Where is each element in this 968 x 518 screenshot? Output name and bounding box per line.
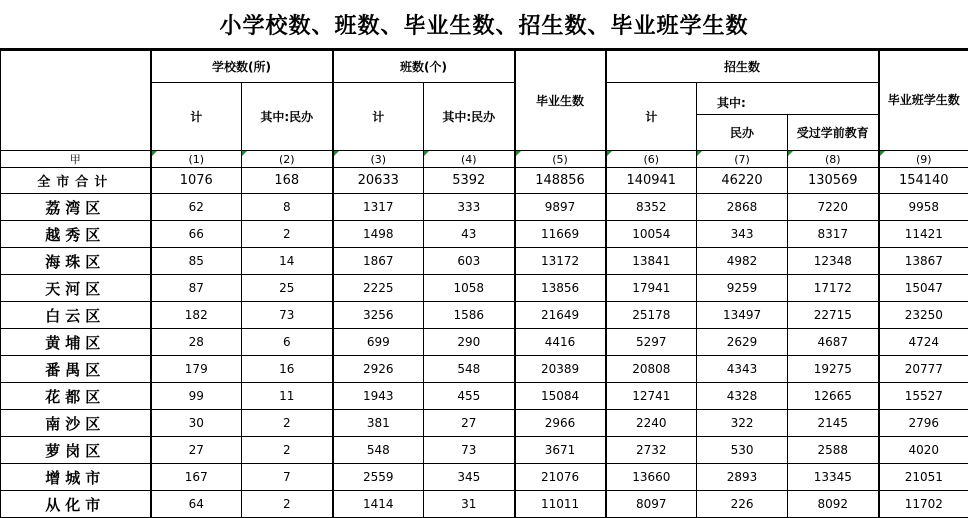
table-row	[1, 383, 968, 410]
value-cell: 21649	[515, 302, 606, 329]
header-enroll-private: 民办	[697, 115, 788, 151]
value-cell: 167	[151, 464, 242, 491]
value-cell: 20389	[515, 356, 606, 383]
value-cell: 19275	[788, 356, 879, 383]
value-cell: 28	[151, 329, 242, 356]
value-cell: 226	[697, 491, 788, 518]
index-cell	[1, 151, 151, 168]
value-cell: 11669	[515, 221, 606, 248]
cell-marker-icon	[242, 151, 247, 156]
table-row	[1, 410, 968, 437]
of-which-label: 其中:	[717, 96, 746, 110]
value-cell: 85	[151, 248, 242, 275]
index-label: (6)	[643, 152, 660, 166]
index-cell	[879, 151, 968, 168]
value-cell: 11702	[879, 491, 968, 518]
value-cell: 8317	[788, 221, 879, 248]
district-name: 萝岗区	[1, 437, 151, 464]
table-row	[1, 437, 968, 464]
value-cell: 12348	[788, 248, 879, 275]
value-cell: 5392	[424, 168, 515, 194]
statistics-table	[0, 50, 968, 518]
value-cell: 2	[242, 221, 333, 248]
value-cell: 9897	[515, 194, 606, 221]
value-cell: 130569	[788, 168, 879, 194]
value-cell: 7220	[788, 194, 879, 221]
index-cell	[151, 151, 242, 168]
table-row	[1, 302, 968, 329]
value-cell: 13867	[879, 248, 968, 275]
value-cell: 15047	[879, 275, 968, 302]
cell-marker-icon	[880, 151, 885, 156]
value-cell: 15084	[515, 383, 606, 410]
value-cell: 179	[151, 356, 242, 383]
value-cell: 2145	[788, 410, 879, 437]
value-cell: 699	[333, 329, 424, 356]
value-cell: 548	[333, 437, 424, 464]
index-cell	[606, 151, 697, 168]
value-cell: 4724	[879, 329, 968, 356]
value-cell: 1943	[333, 383, 424, 410]
table-row	[1, 248, 968, 275]
table-row	[1, 275, 968, 302]
value-cell: 2926	[333, 356, 424, 383]
index-label: (8)	[824, 152, 841, 166]
value-cell: 603	[424, 248, 515, 275]
header-classes-private: 其中:民办	[424, 83, 515, 151]
header-schools-private: 其中:民办	[242, 83, 333, 151]
value-cell: 8352	[606, 194, 697, 221]
value-cell: 9958	[879, 194, 968, 221]
value-cell: 8	[242, 194, 333, 221]
value-cell: 1414	[333, 491, 424, 518]
value-cell: 2732	[606, 437, 697, 464]
value-cell: 31	[424, 491, 515, 518]
value-cell: 4416	[515, 329, 606, 356]
district-name: 天河区	[1, 275, 151, 302]
value-cell: 4687	[788, 329, 879, 356]
index-cell	[242, 151, 333, 168]
value-cell: 4982	[697, 248, 788, 275]
value-cell: 154140	[879, 168, 968, 194]
cell-marker-icon	[424, 151, 429, 156]
value-cell: 4020	[879, 437, 968, 464]
district-name: 海珠区	[1, 248, 151, 275]
value-cell: 2559	[333, 464, 424, 491]
value-cell: 381	[333, 410, 424, 437]
index-label: (9)	[915, 152, 932, 166]
value-cell: 13172	[515, 248, 606, 275]
corner-cell	[1, 51, 151, 151]
value-cell: 1058	[424, 275, 515, 302]
value-cell: 2893	[697, 464, 788, 491]
value-cell: 66	[151, 221, 242, 248]
cell-marker-icon	[788, 151, 793, 156]
value-cell: 17941	[606, 275, 697, 302]
value-cell: 3256	[333, 302, 424, 329]
header-schools: 学校数(所)	[151, 51, 333, 83]
value-cell: 1498	[333, 221, 424, 248]
index-cell	[424, 151, 515, 168]
value-cell: 2240	[606, 410, 697, 437]
value-cell: 17172	[788, 275, 879, 302]
value-cell: 1586	[424, 302, 515, 329]
value-cell: 7	[242, 464, 333, 491]
value-cell: 530	[697, 437, 788, 464]
index-label: (4)	[460, 152, 477, 166]
value-cell: 333	[424, 194, 515, 221]
table-row	[1, 356, 968, 383]
table-row	[1, 194, 968, 221]
district-name: 荔湾区	[1, 194, 151, 221]
value-cell: 8092	[788, 491, 879, 518]
value-cell: 14	[242, 248, 333, 275]
index-label: 甲	[69, 153, 81, 166]
district-name: 南沙区	[1, 410, 151, 437]
district-name: 增城市	[1, 464, 151, 491]
value-cell: 2	[242, 410, 333, 437]
value-cell: 5297	[606, 329, 697, 356]
value-cell: 1076	[151, 168, 242, 194]
district-name: 从化市	[1, 491, 151, 518]
value-cell: 2	[242, 437, 333, 464]
value-cell: 2629	[697, 329, 788, 356]
value-cell: 73	[424, 437, 515, 464]
value-cell: 140941	[606, 168, 697, 194]
table-row	[1, 491, 968, 518]
value-cell: 87	[151, 275, 242, 302]
value-cell: 345	[424, 464, 515, 491]
value-cell: 25	[242, 275, 333, 302]
value-cell: 13660	[606, 464, 697, 491]
value-cell: 148856	[515, 168, 606, 194]
header-graduates: 毕业生数	[515, 51, 606, 151]
district-name: 白云区	[1, 302, 151, 329]
index-label: (3)	[370, 152, 387, 166]
value-cell: 20808	[606, 356, 697, 383]
header-enroll-of-which	[697, 83, 879, 115]
value-cell: 12665	[788, 383, 879, 410]
table-row	[1, 329, 968, 356]
index-cell	[333, 151, 424, 168]
value-cell: 22715	[788, 302, 879, 329]
cell-marker-icon	[152, 151, 157, 156]
value-cell: 11421	[879, 221, 968, 248]
value-cell: 182	[151, 302, 242, 329]
value-cell: 43	[424, 221, 515, 248]
header-enroll: 招生数	[606, 51, 879, 83]
value-cell: 548	[424, 356, 515, 383]
value-cell: 3671	[515, 437, 606, 464]
value-cell: 343	[697, 221, 788, 248]
value-cell: 21051	[879, 464, 968, 491]
value-cell: 2868	[697, 194, 788, 221]
header-enroll-preschool: 受过学前教育	[788, 115, 879, 151]
value-cell: 25178	[606, 302, 697, 329]
value-cell: 62	[151, 194, 242, 221]
value-cell: 4343	[697, 356, 788, 383]
value-cell: 16	[242, 356, 333, 383]
value-cell: 290	[424, 329, 515, 356]
value-cell: 4328	[697, 383, 788, 410]
header-grad-class: 毕业班学生数	[879, 51, 968, 151]
value-cell: 1317	[333, 194, 424, 221]
value-cell: 73	[242, 302, 333, 329]
value-cell: 11	[242, 383, 333, 410]
value-cell: 13856	[515, 275, 606, 302]
index-cell	[788, 151, 879, 168]
table-row	[1, 221, 968, 248]
value-cell: 2225	[333, 275, 424, 302]
district-name: 番禺区	[1, 356, 151, 383]
value-cell: 2796	[879, 410, 968, 437]
table-row	[1, 464, 968, 491]
value-cell: 11011	[515, 491, 606, 518]
value-cell: 13345	[788, 464, 879, 491]
value-cell: 12741	[606, 383, 697, 410]
value-cell: 21076	[515, 464, 606, 491]
value-cell: 8097	[606, 491, 697, 518]
index-cell	[697, 151, 788, 168]
header-enroll-total: 计	[606, 83, 697, 151]
cell-marker-icon	[334, 151, 339, 156]
value-cell: 15527	[879, 383, 968, 410]
header-classes: 班数(个)	[333, 51, 515, 83]
value-cell: 30	[151, 410, 242, 437]
value-cell: 455	[424, 383, 515, 410]
header-classes-total: 计	[333, 83, 424, 151]
value-cell: 2966	[515, 410, 606, 437]
index-label: (7)	[734, 152, 750, 166]
value-cell: 20777	[879, 356, 968, 383]
value-cell: 99	[151, 383, 242, 410]
value-cell: 168	[242, 168, 333, 194]
value-cell: 27	[151, 437, 242, 464]
value-cell: 23250	[879, 302, 968, 329]
index-label: (5)	[552, 152, 568, 166]
header-schools-total: 计	[151, 83, 242, 151]
value-cell: 46220	[697, 168, 788, 194]
value-cell: 9259	[697, 275, 788, 302]
value-cell: 27	[424, 410, 515, 437]
table-row	[1, 168, 968, 194]
index-cell	[515, 151, 606, 168]
index-label: (2)	[278, 152, 295, 166]
value-cell: 2588	[788, 437, 879, 464]
district-name: 花都区	[1, 383, 151, 410]
value-cell: 6	[242, 329, 333, 356]
page-title: 小学校数、班数、毕业生数、招生数、毕业班学生数	[0, 0, 968, 50]
index-label: (1)	[188, 152, 205, 166]
district-name: 全市合计	[1, 168, 151, 194]
value-cell: 13497	[697, 302, 788, 329]
cell-marker-icon	[607, 151, 612, 156]
district-name: 黄埔区	[1, 329, 151, 356]
district-name: 越秀区	[1, 221, 151, 248]
value-cell: 322	[697, 410, 788, 437]
value-cell: 20633	[333, 168, 424, 194]
value-cell: 64	[151, 491, 242, 518]
value-cell: 10054	[606, 221, 697, 248]
value-cell: 2	[242, 491, 333, 518]
value-cell: 13841	[606, 248, 697, 275]
value-cell: 1867	[333, 248, 424, 275]
cell-marker-icon	[516, 151, 521, 156]
cell-marker-icon	[697, 151, 702, 156]
